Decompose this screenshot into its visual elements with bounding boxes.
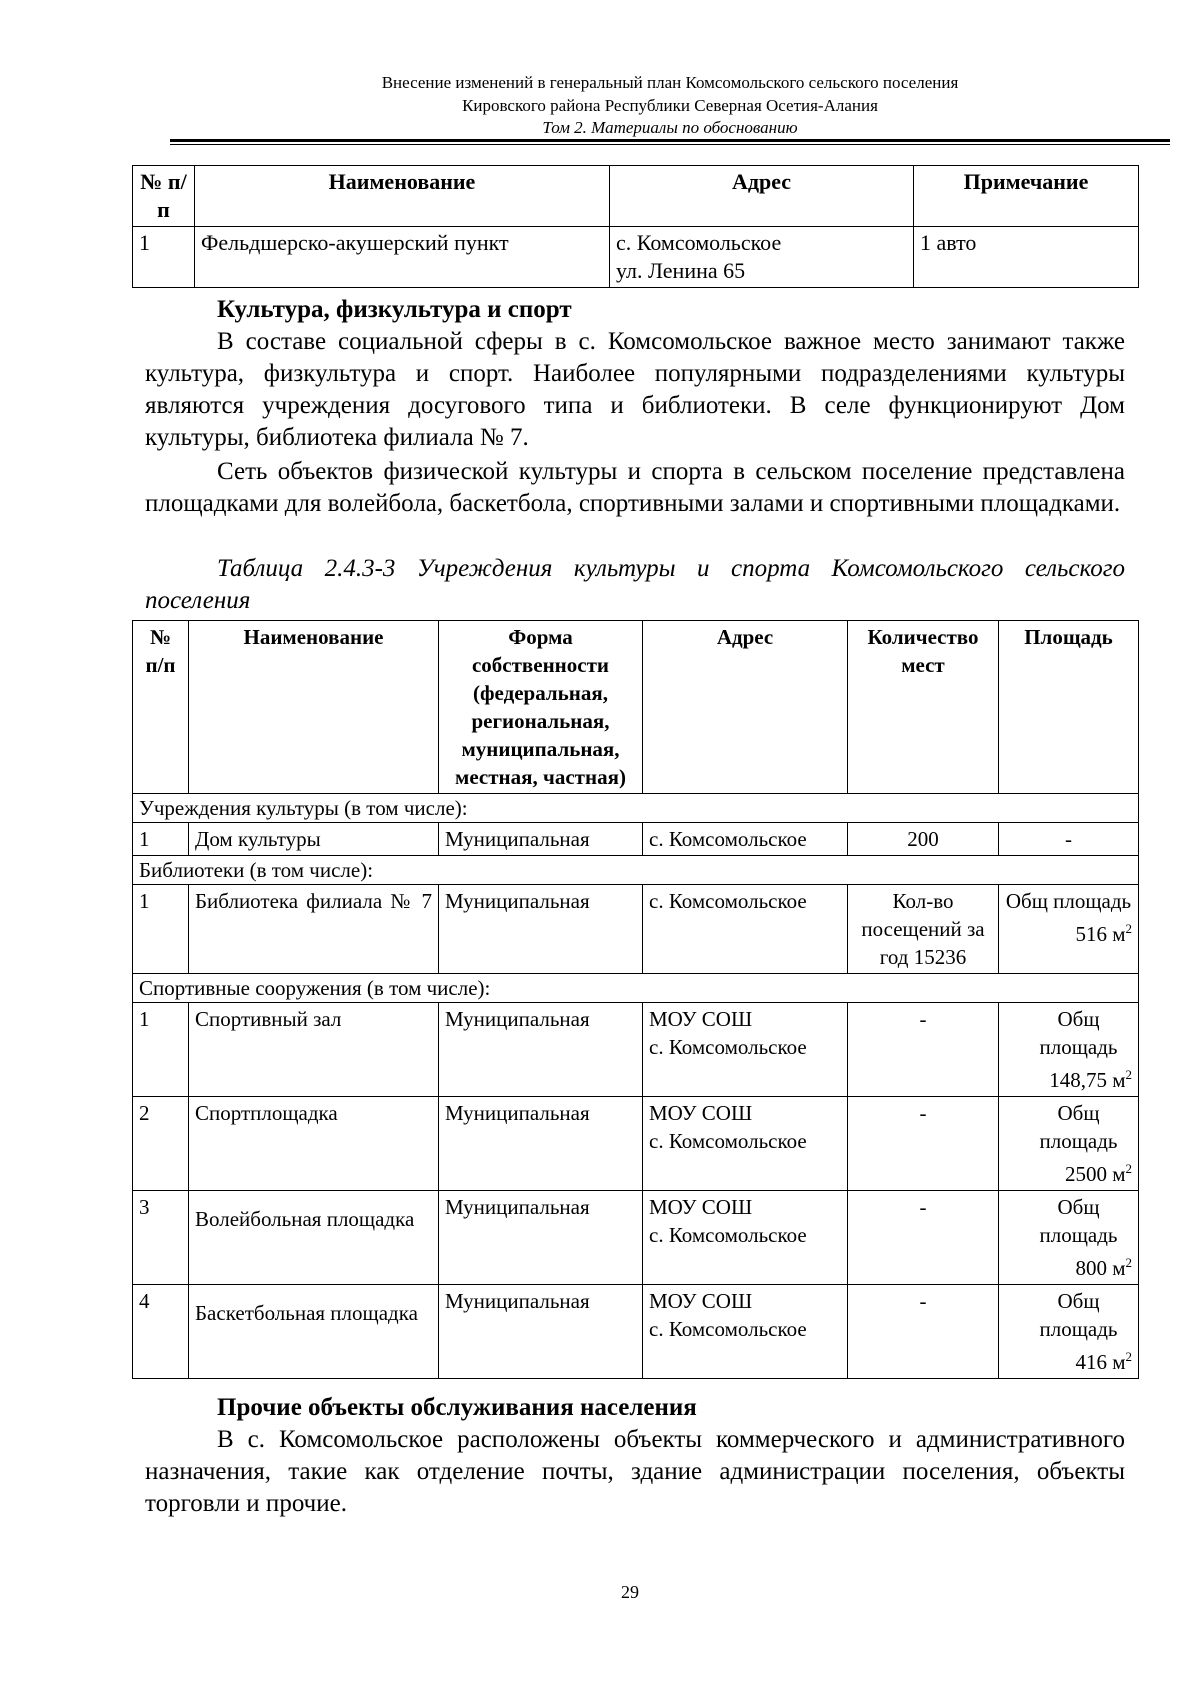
- cell-address: МОУ СОШ с. Комсомольское: [643, 1097, 848, 1191]
- doc-header-line1: Внесение изменений в генеральный план Комсомольского сельского поселения: [381, 73, 959, 92]
- cell-num: 4: [133, 1285, 189, 1379]
- col-header-address: Адрес: [610, 166, 914, 227]
- paragraph-sport: [145, 456, 1125, 520]
- cell-address: с. Комсомольское: [643, 823, 848, 856]
- cell-address: МОУ СОШ с. Комсомольское: [643, 1191, 848, 1285]
- cell-name: Волейбольная площадка: [189, 1191, 439, 1285]
- cell-area: -: [999, 823, 1139, 856]
- cell-ownership: Муниципальная: [439, 885, 643, 974]
- col-header-name: Наименование: [189, 621, 439, 794]
- table-row: [133, 1285, 1139, 1379]
- doc-header-volume: Том 2. Материалы по обоснованию: [542, 118, 798, 137]
- cell-name: Баскетбольная площадка: [189, 1285, 439, 1379]
- table-row: [133, 1003, 1139, 1097]
- cell-ownership: Муниципальная: [439, 1097, 643, 1191]
- cell-capacity: Кол-во посещений за год 15236: [848, 885, 999, 974]
- cell-area: [999, 885, 1139, 974]
- cell-capacity: -: [848, 1285, 999, 1379]
- cell-name: Дом культуры: [189, 823, 439, 856]
- cell-capacity: -: [848, 1191, 999, 1285]
- cell-note: 1 авто: [914, 227, 1139, 288]
- cell-num: 1: [133, 885, 189, 974]
- col-header-name: Наименование: [195, 166, 610, 227]
- col-header-num: № п/п: [133, 166, 195, 227]
- cell-num: 1: [133, 1003, 189, 1097]
- medical-table: [132, 165, 1139, 288]
- culture-sport-table: [132, 620, 1139, 1379]
- col-header-note: Примечание: [914, 166, 1139, 227]
- cell-ownership: Муниципальная: [439, 823, 643, 856]
- cell-name: Спортивный зал: [189, 1003, 439, 1097]
- col-header-address: Адрес: [643, 621, 848, 794]
- col-header-num: № п/п: [133, 621, 189, 794]
- paragraph-text: Сеть объектов физической культуры и спорта в сельском поселение представлена площадками для волейбола, баскетбола, спортивными залами и спортивными площадками.: [145, 458, 1125, 517]
- area-value: 516 $м^2$: [1075, 921, 1132, 946]
- cell-capacity: -: [848, 1097, 999, 1191]
- cell-address: [610, 227, 914, 288]
- cell-capacity: -: [848, 1003, 999, 1097]
- col-header-capacity: Количество мест: [848, 621, 999, 794]
- paragraph-text: В составе социальной сферы в с. Комсомольское важное место занимают также культура, физкультура и спорт. Наиболее популярными подразделениями культуры являются учреждения досугового типа и библиотеки. В селе функционируют Дом культуры, библиотека филиала № 7.: [145, 328, 1125, 451]
- paragraph-text: В с. Комсомольское расположены объекты коммерческого и административного назначения, такие как отделение почты, здание администрации поселения, объекты торговли и прочие.: [145, 1426, 1125, 1517]
- group-row-libraries: [133, 856, 1139, 885]
- cell-area: Общ площадь 2500 $м^2$: [999, 1097, 1139, 1191]
- table-row: [133, 227, 1139, 288]
- cell-area: Общ площадь 416 $м^2$: [999, 1285, 1139, 1379]
- caption-text: Таблица 2.4.3-3 Учреждения культуры и спорта Комсомольского сельского поселения: [145, 555, 1125, 614]
- cell-num: 2: [133, 1097, 189, 1191]
- table-caption: [145, 553, 1125, 617]
- page-number: 29: [621, 1582, 639, 1602]
- cell-address: с. Комсомольское: [643, 885, 848, 974]
- group-row-culture: [133, 794, 1139, 823]
- header-rule-thick: [170, 139, 1170, 142]
- table-row: [133, 1097, 1139, 1191]
- table-row: [133, 1191, 1139, 1285]
- group-label: Библиотеки (в том числе):: [133, 856, 1139, 885]
- cell-name: Спортплощадка: [189, 1097, 439, 1191]
- cell-address: МОУ СОШ с. Комсомольское: [643, 1003, 848, 1097]
- cell-num: 3: [133, 1191, 189, 1285]
- cell-num: 1: [133, 227, 195, 288]
- cell-name: Библиотека филиала № 7: [189, 885, 439, 974]
- cell-ownership: Муниципальная: [439, 1191, 643, 1285]
- cell-address: МОУ СОШ с. Комсомольское: [643, 1285, 848, 1379]
- cell-ownership: Муниципальная: [439, 1285, 643, 1379]
- col-header-ownership: Форма собственности (федеральная, региональная, муниципальная, местная, частная): [439, 621, 643, 794]
- table-header-row: [133, 621, 1139, 794]
- area-label: Общ площадь: [1005, 889, 1132, 913]
- group-row-sport: [133, 974, 1139, 1003]
- table-row: [133, 823, 1139, 856]
- table-header-row: [133, 166, 1139, 227]
- cell-area: Общ площадь 800 $м^2$: [999, 1191, 1139, 1285]
- cell-num: 1: [133, 823, 189, 856]
- col-header-area: Площадь: [999, 621, 1139, 794]
- cell-name: Фельдшерско-акушерский пункт: [195, 227, 610, 288]
- cell-capacity: 200: [848, 823, 999, 856]
- header-rule-thin: [170, 144, 1170, 145]
- address-line2: ул. Ленина 65: [616, 258, 746, 283]
- group-label: Учреждения культуры (в том числе):: [133, 794, 1139, 823]
- address-line1: с. Комсомольское: [616, 230, 782, 255]
- paragraph-culture: [145, 326, 1125, 454]
- table-row: [133, 885, 1139, 974]
- doc-header-line2: Кировского района Республики Северная Осетия-Алания: [462, 96, 878, 115]
- group-label: Спортивные сооружения (в том числе):: [133, 974, 1139, 1003]
- cell-ownership: Муниципальная: [439, 1003, 643, 1097]
- section-title-other: Прочие объекты обслуживания населения: [217, 1394, 697, 1421]
- section-title-culture: Культура, физкультура и спорт: [217, 296, 572, 323]
- cell-area: Общ площадь 148,75 $м^2$: [999, 1003, 1139, 1097]
- paragraph-other: [145, 1424, 1125, 1520]
